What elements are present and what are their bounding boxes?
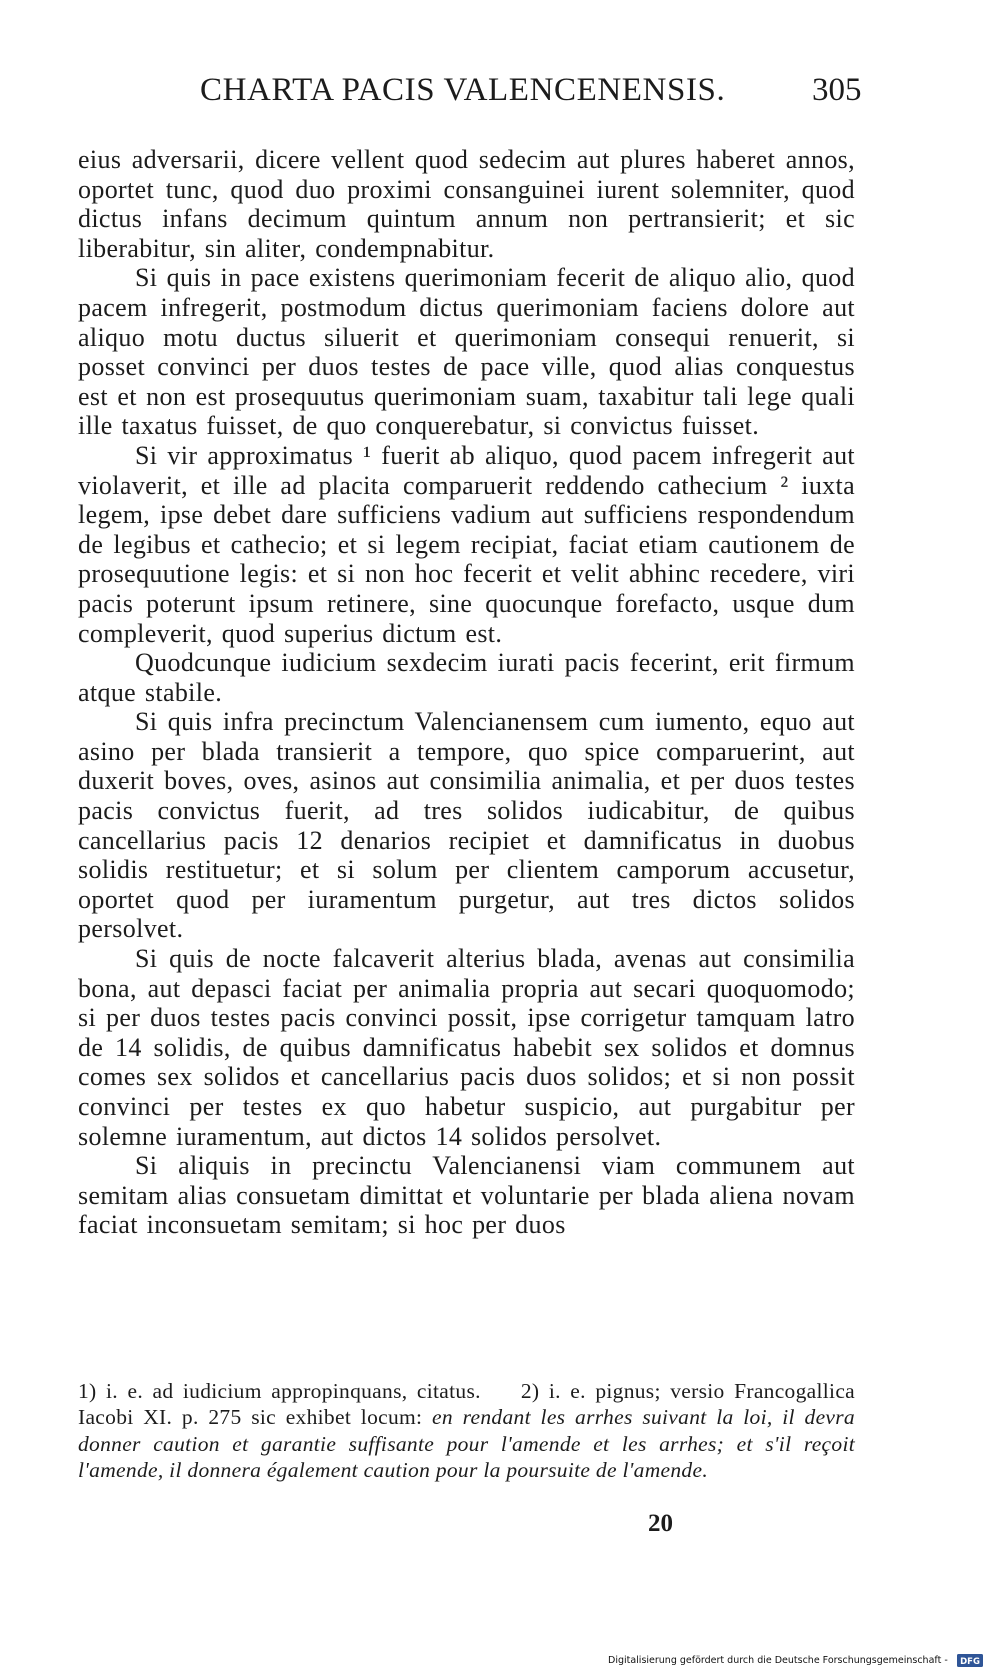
paragraph-4: Quodcunque iudicium sexdecim iurati pacis fecerint, erit firmum atque stabile. — [78, 648, 855, 707]
footnote-2-quote: en rendant les arrhes suivant la loi, il devra donner caution et garantie suffisante pour l'amende et les arrhes; et s'il reçoit l'amende, il donnera également caution pour la poursuite de l'amende. — [78, 1405, 855, 1483]
footnote-1: 1) i. e. ad iudicium appropinquans, citatus. — [78, 1379, 481, 1403]
digitization-credit — [608, 1650, 983, 1666]
paragraph-1: eius adversarii, dicere vellent quod sedecim aut plures haberet annos, oportet tunc, quod duo proximi consanguinei iurent solemniter, quod dictus infans decimum quintum annum non pertransierit; et sic liberabitur, sin aliter, condempnabitur. — [78, 145, 855, 263]
paragraph-6: Si quis de nocte falcaverit alterius blada, avenas aut consimilia bona, aut depasci faciat per animalia propria aut secari quoquomodo; si per duos testes pacis convinci possit, ipse corrigetur tamquam latro de 14 solidis, de quibus damnificatus habebit sex solidos et domnus comes sex solidos et cancellarius pacis duos solidos; et si non possit convinci per testes ex quo habetur suspicio, aut purgabitur per solemne iuramentum, aut dictos 14 solidos persolvet. — [78, 944, 855, 1151]
page-header — [0, 72, 1000, 112]
main-text — [78, 145, 855, 1240]
paragraph-2: Si quis in pace existens querimoniam fecerit de aliquo alio, quod pacem infregerit, postmodum dictus querimoniam faciens dolore aut aliquo motu ductus siluerit et querimoniam consequi renuerit, si posset convinci per duos testes de pace ville, quod alias conquestus est et non est prosequutus querimoniam suam, taxabitur tali lege quali ille taxatus fuisset, de quo conquerebatur, si convictus fuisset. — [78, 263, 855, 441]
dfg-logo-icon — [957, 1654, 983, 1667]
paragraph-7: Si aliquis in precinctu Valencianensi viam communem aut semitam alias consuetam dimittat et voluntarie per blada aliena novam faciat inconsuetam semitam; si hoc per duos — [78, 1151, 855, 1240]
running-title: CHARTA PACIS VALENCENENSIS. — [200, 72, 726, 108]
paragraph-3: Si vir approximatus ¹ fuerit ab aliquo, quod pacem infregerit aut violaverit, et ille ad placita comparuerit reddendo cathecium ² iuxta legem, ipse debet dare sufficiens vadium aut sufficiens respondendum de legibus et cathecio; et si legem recipiat, faciat etiam cautionem de prosequutione legis: et si non hoc fecerit et velit abhinc recedere, viri pacis poterunt ipsum retinere, sine quocunque forefacto, usque dum compleverit, quod superius dictum est. — [78, 440, 855, 648]
dfg-logo-text: DFG — [959, 1657, 980, 1667]
page-number: 305 — [812, 72, 862, 108]
paragraph-5: Si quis infra precinctum Valencianensem cum iumento, equo aut asino per blada transierit a tempore, quo spice comparuerint, aut duxerit boves, oves, asinos aut consimilia animalia, et per duos testes pacis convictus fuerit, ad tres solidos iudicabitur, de quibus cancellarius pacis 12 denarios recipiet et damnificatus in duobus solidis restituetur; et si solum per clientem camporum accusetur, oportet quod per iuramentum purgetur, aut tres dictos solidos persolvet. — [78, 707, 855, 944]
credit-text: Digitalisierung gefördert durch die Deutsche Forschungsgemeinschaft - — [608, 1655, 948, 1666]
signature-mark: 20 — [648, 1510, 673, 1537]
footnote-2-lead: 2) i. e. pignus; versio Francogallica Iacobi XI. p. 275 sic exhibet locum: — [78, 1379, 856, 1430]
footnotes — [78, 1378, 855, 1484]
